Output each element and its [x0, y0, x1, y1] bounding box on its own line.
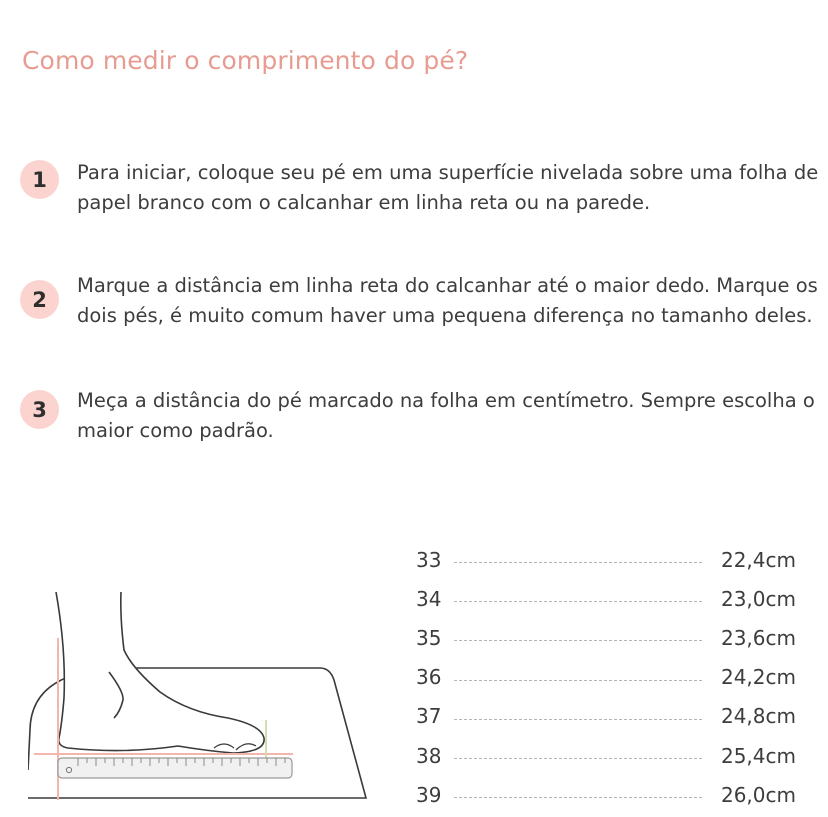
- size-table: [416, 540, 796, 814]
- dotted-leader: [454, 797, 702, 798]
- foot-length: 22,4cm: [720, 547, 796, 572]
- step-number-badge: 3: [20, 390, 59, 429]
- size-row: [416, 658, 796, 697]
- shoe-size: 37: [416, 704, 442, 729]
- dotted-leader: [454, 719, 702, 720]
- foot-length: 23,6cm: [720, 625, 796, 650]
- size-row: [416, 697, 796, 736]
- size-row: [416, 540, 796, 579]
- step-text: Marque a distância em linha reta do calcanhar até o maior dedo. Marque os dois pés, é muito comum haver uma pequena diferença no tamanho deles.: [77, 274, 818, 327]
- shoe-size: 33: [416, 547, 442, 572]
- shoe-size: 39: [416, 782, 442, 807]
- foot-length: 25,4cm: [720, 743, 796, 768]
- dotted-leader: [454, 601, 702, 602]
- page-title: Como medir o comprimento do pé?: [22, 46, 469, 75]
- foot-length: 24,8cm: [720, 704, 796, 729]
- step-number-badge: 2: [20, 280, 59, 319]
- shoe-size: 34: [416, 586, 442, 611]
- foot-length: 26,0cm: [720, 782, 796, 807]
- foot-length: 24,2cm: [720, 665, 796, 690]
- size-row: [416, 736, 796, 775]
- dotted-leader: [454, 640, 702, 641]
- shoe-size: 35: [416, 625, 442, 650]
- size-row: [416, 775, 796, 814]
- size-row: [416, 618, 796, 657]
- dotted-leader: [454, 680, 702, 681]
- foot-measurement-illustration: [28, 588, 368, 812]
- step-number-badge: 1: [20, 160, 59, 199]
- size-row: [416, 579, 796, 618]
- shoe-size: 38: [416, 743, 442, 768]
- dotted-leader: [454, 562, 702, 563]
- foot-on-paper-with-ruler-illustration: [28, 588, 368, 808]
- shoe-size: 36: [416, 665, 442, 690]
- step-text: Para iniciar, coloque seu pé em uma superfície nivelada sobre uma folha de papel branco com o calcanhar em linha reta ou na parede.: [77, 161, 819, 214]
- ruler: [58, 758, 292, 778]
- foot-outline: [56, 592, 264, 753]
- dotted-leader: [454, 758, 702, 759]
- foot-length: 23,0cm: [720, 586, 796, 611]
- step-text: Meça a distância do pé marcado na folha em centímetro. Sempre escolha o maior como padrão.: [77, 389, 815, 442]
